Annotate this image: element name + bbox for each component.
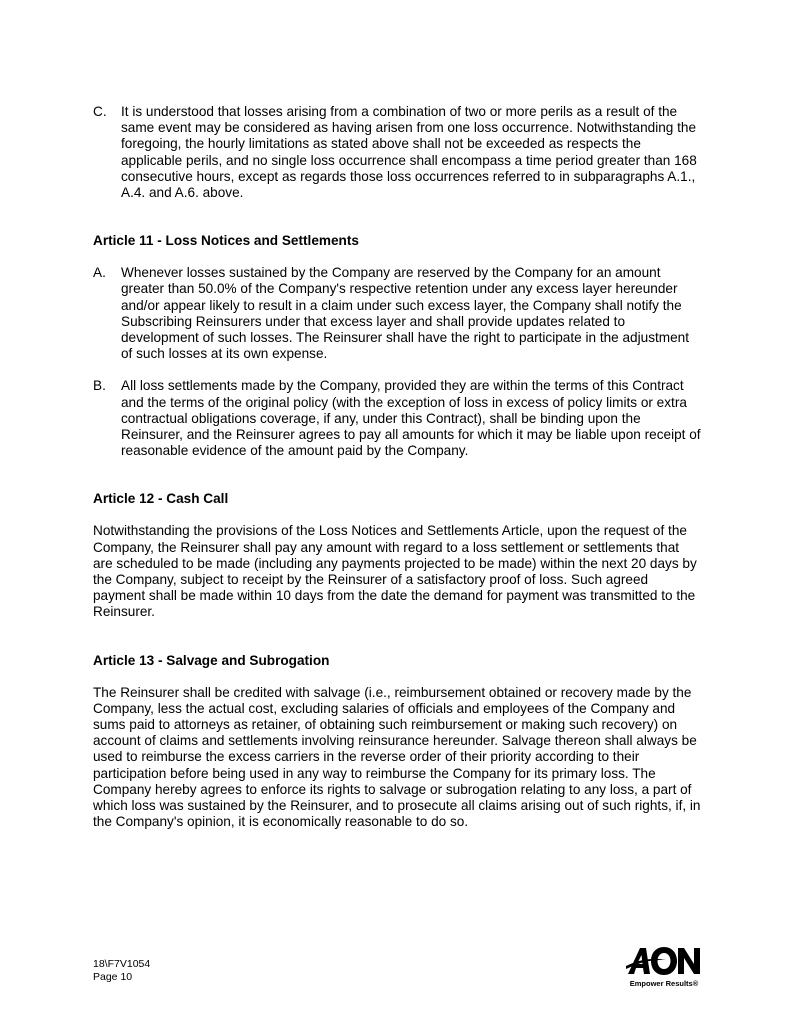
- document-body: [93, 104, 701, 831]
- article-11-heading: Article 11 - Loss Notices and Settlements: [93, 233, 359, 249]
- article-12-heading: Article 12 - Cash Call: [93, 491, 229, 507]
- article-11-item-a: [93, 265, 701, 362]
- aon-logo: [626, 944, 702, 990]
- article-12-text: Notwithstanding the provisions of the Loss Notices and Settlements Article, upon the request of the Company, the Reinsurer shall pay any amount with regard to a loss settlement or settlements that are scheduled to be made (including any payments projected to be made) within the next 20 days by the Company, subject to receipt by the Reinsurer of a satisfactory proof of loss. Such agreed payment shall be made within 10 days from the date the demand for payment was transmitted to the Reinsurer.: [93, 523, 697, 620]
- page-number: Page 10: [93, 970, 133, 983]
- document-id: 18\F7V1054: [93, 958, 151, 970]
- item-label: B.: [93, 378, 106, 394]
- page-footer: [93, 958, 150, 983]
- article-13-text: The Reinsurer shall be credited with salvage (i.e., reimbursement obtained or recovery made by the Company, less the actual cost, excluding salaries of officials and employees of the Company and sums paid to attorneys as retainer, of obtaining such reimbursement or making such recovery) on account of claims and settlements involving reinsurance hereunder. Salvage thereon shall always be used to reimburse the excess carriers in the reverse order of their priority according to their participation before being used in any way to reimburse the Company for its primary loss. The Company hereby agrees to enforce its rights to salvage or subrogation relating to any loss, a part of which loss was sustained by the Reinsurer, and to prosecute all claims arising out of such rights, if, in the Company's opinion, it is economically reasonable to do so.: [93, 684, 701, 830]
- section-c: [93, 104, 701, 201]
- item-label: A.: [93, 265, 106, 281]
- item-text: Whenever losses sustained by the Company are reserved by the Company for an amount greater than 50.0% of the Company's respective retention under any excess layer hereunder and/or appear likely to result in a claim under such excess layer, the Company shall notify the Subscribing Reinsurers under that excess layer and shall provide updates related to development of such losses. The Reinsurer shall have the right to participate in the adjustment of such losses at its own expense.: [121, 265, 689, 362]
- item-text: All loss settlements made by the Company, provided they are within the terms of this Contract and the terms of the original policy (with the exception of loss in excess of policy limits or extra contractual obligations coverage, if any, under this Contract), shall be binding upon the Reinsurer, and the Reinsurer agrees to pay all amounts for which it may be liable upon receipt of reasonable evidence of the amount paid by the Company.: [121, 378, 701, 459]
- article-11-item-b: [93, 378, 701, 459]
- article-13-heading: Article 13 - Salvage and Subrogation: [93, 652, 330, 668]
- logo-tagline: Empower Results®: [629, 979, 699, 988]
- item-text: It is understood that losses arising from a combination of two or more perils as a result of the same event may be considered as having arisen from one loss occurrence. Notwithstanding the foregoing, the hourly limitations as stated above shall not be exceeded as respects the applicable perils, and no single loss occurrence shall encompass a time period greater than 168 consecutive hours, except as regards those loss occurrences referred to in subparagraphs A.1., A.4. and A.6. above.: [121, 104, 697, 201]
- item-label: C.: [93, 104, 107, 119]
